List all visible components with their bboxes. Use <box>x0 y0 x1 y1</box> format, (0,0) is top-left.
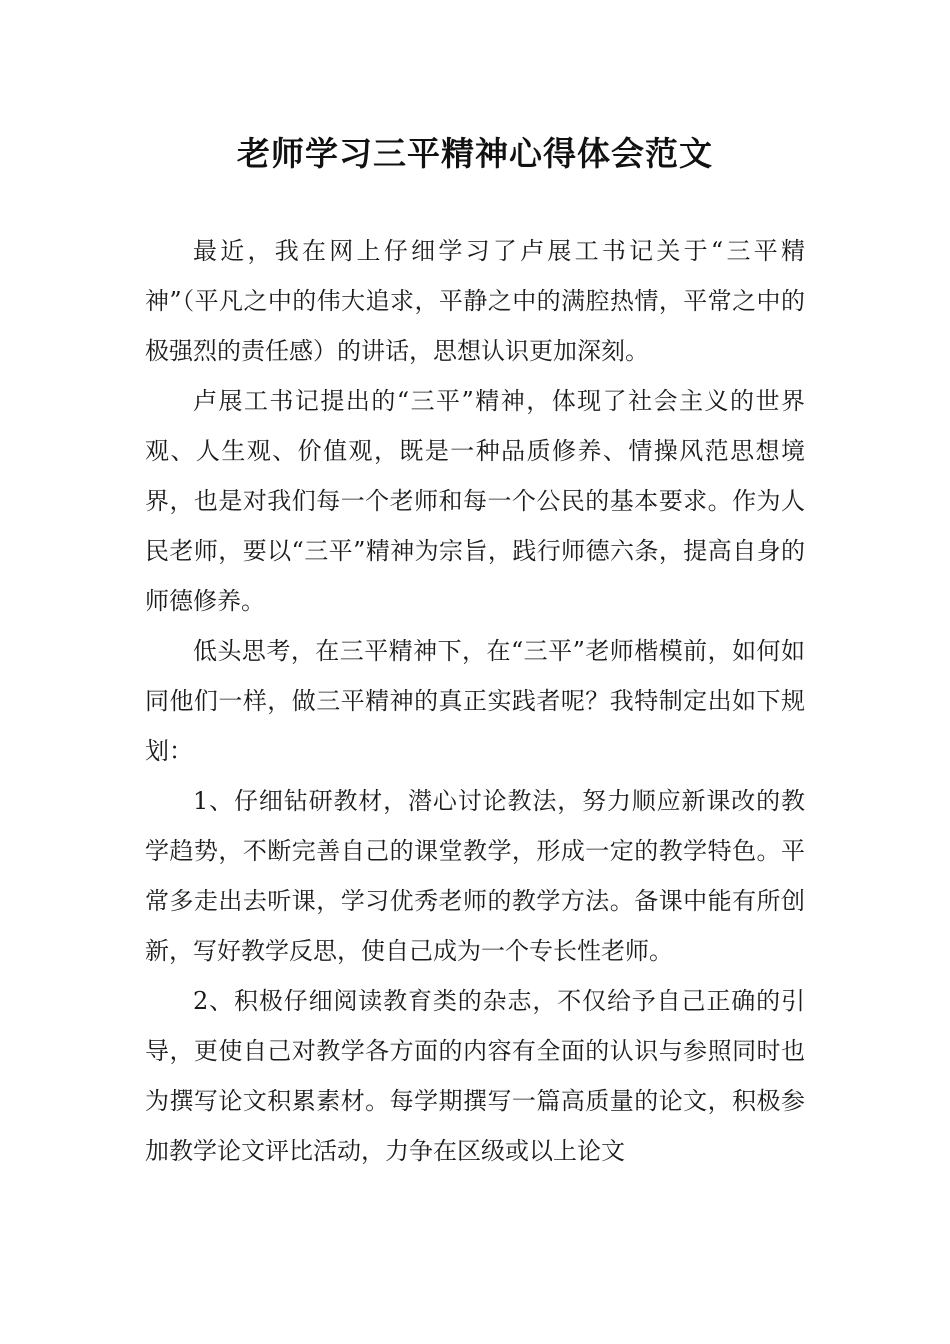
paragraph-2: 卢展工书记提出的“三平”精神，体现了社会主义的世界观、人生观、价值观，既是一种品质修养、情操风范思想境界，也是对我们每一个老师和每一个公民的基本要求。作为人民老师，要以“三平”精神为宗旨，践行师德六条，提高自身的师德修养。 <box>145 387 805 615</box>
document-title: 老师学习三平精神心得体会范文 <box>237 134 713 173</box>
paragraph-3: 低头思考，在三平精神下，在“三平”老师楷模前，如何如同他们一样，做三平精神的真正实践者呢？我特制定出如下规划： <box>145 637 805 765</box>
paragraph-1: 最近，我在网上仔细学习了卢展工书记关于“三平精神”（平凡之中的伟大追求，平静之中的满腔热情，平常之中的极强烈的责任感）的讲话，思想认识更加深刻。 <box>145 237 805 365</box>
paragraph-4: 1、仔细钻研教材，潜心讨论教法，努力顺应新课改的教学趋势，不断完善自己的课堂教学，形成一定的教学特色。平常多走出去听课，学习优秀老师的教学方法。备课中能有所创新，写好教学反思，使自己成为一个专长性老师。 <box>145 787 805 965</box>
paragraph-5: 2、积极仔细阅读教育类的杂志，不仅给予自己正确的引导，更使自己对教学各方面的内容有全面的认识与参照同时也为撰写论文积累素材。每学期撰写一篇高质量的论文，积极参加教学论文评比活动，力争在区级或以上论文 <box>145 987 805 1165</box>
document-body <box>145 226 805 1176</box>
